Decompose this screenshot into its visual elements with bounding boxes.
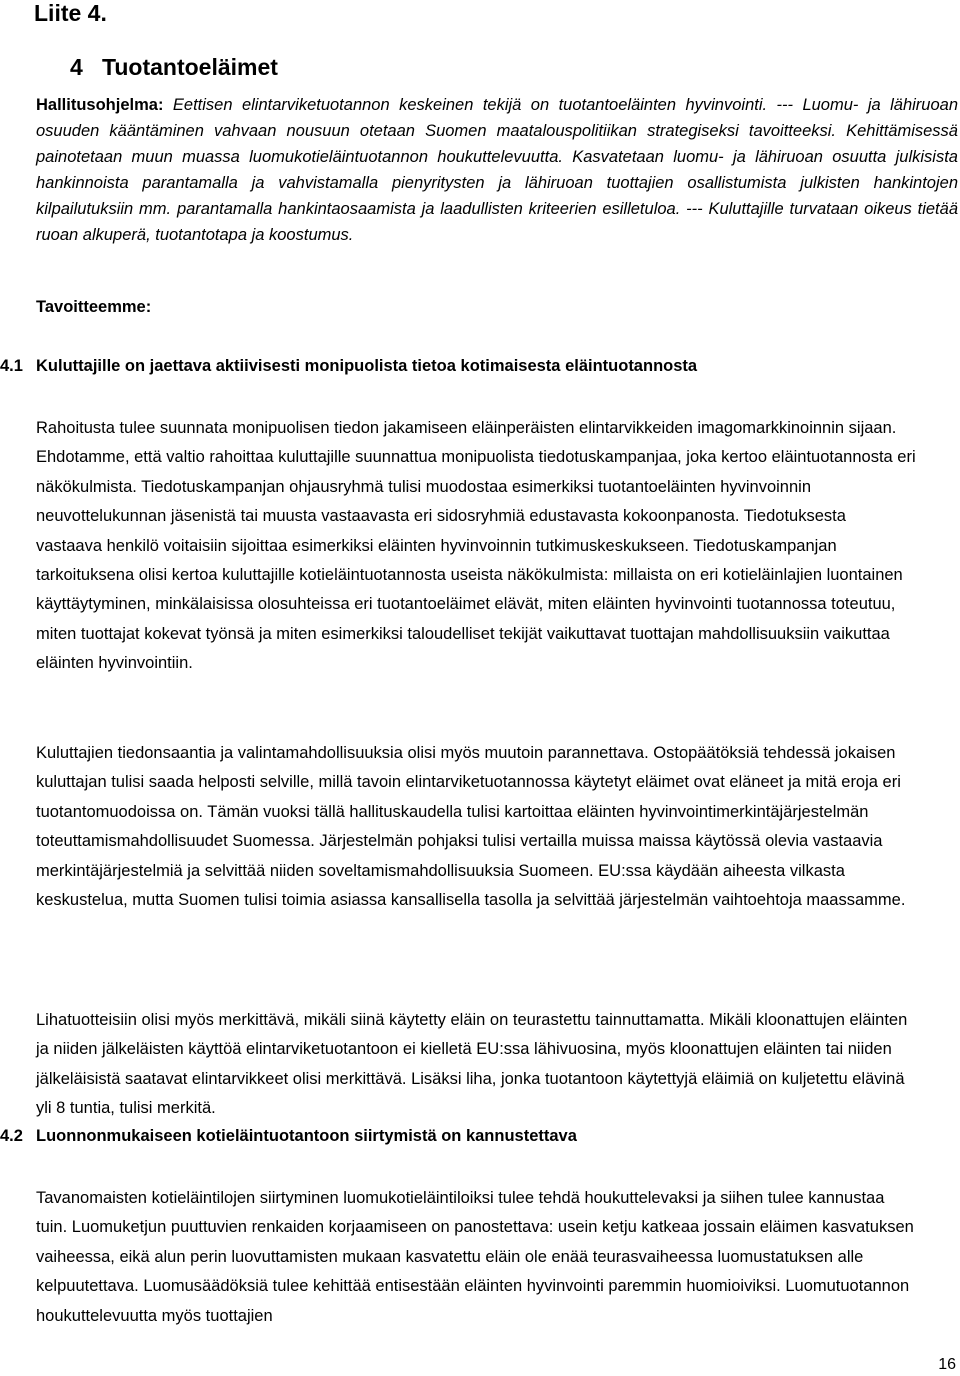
subsection-heading xyxy=(0,357,697,376)
page-header: Liite 4. xyxy=(34,0,107,26)
government-program-quote xyxy=(36,92,958,248)
paragraph: Rahoitusta tulee suunnata monipuolisen tiedon jakamiseen eläinperäisten elintarvikkeiden imagomarkkinoinnin sijaan. Ehdotamme, että valtio rahoittaa kuluttajille suunnattua monipuolista tiedotuskampanjaa, joka kertoo eläintuotannosta eri näkökulmista. Tiedotuskampanjan ohjausryhmä tulisi muodostaa esimerkiksi tuotantoeläinten hyvinvoinnin neuvottelukunnan jäsenistä tai muusta vastaavasta eri sidosryhmiä edustavasta kokoonpanosta. Tiedotuksesta vastaava henkilö voitaisiin sijoittaa esimerkiksi eläinten hyvinvoinnin tutkimuskeskukseen. Tiedotuskampanjan tarkoituksena olisi kertoa kuluttajille kotieläintuotannosta useista näkökulmista: millaista on eri kotieläinlajien luontainen käyttäytyminen, minkälaisissa olosuhteissa eri tuotantoeläimet elävät, miten eläinten hyvinvointi tuotannossa toteutuu, miten tuottajat kokevat työnsä ja miten esimerkiksi taloudelliset tekijät vaikuttavat tuottajan mahdollisuuksiin vaikuttaa eläinten hyvinvointiin. xyxy=(36,419,916,673)
section-title: Tuotantoeläimet xyxy=(102,54,278,80)
page-number: 16 xyxy=(938,1356,956,1373)
section-number: 4 xyxy=(70,54,83,80)
program-text: Eettisen elintarviketuotannon keskeinen tekijä on tuotantoeläinten hyvinvointi. --- Luomu- ja lähiruoan osuuden kääntäminen vahvaan nousuun otetaan Suomen maatalouspolitiikan strategiseksi tavoitteeksi. Kehittämisessä painotetaan muun muassa luomukotieläintuotannon houkuttelevuutta. Kasvatetaan luomu- ja lähiruoan osuutta julkisista hankinnoista parantamalla ja vahvistamalla pienyritysten ja lähiruoan tuottajien osallistumista julkisten hankintojen kilpailutuksiin mm. parantamalla hankintaosaamista ja laadullisten kriteerien esilletuloa. --- Kuluttajille turvataan oikeus tietää ruoan alkuperä, tuotantotapa ja koostumus. xyxy=(36,96,959,244)
subsection-heading xyxy=(0,1127,577,1146)
goals-heading: Tavoitteemme: xyxy=(36,298,152,316)
paragraph: Lihatuotteisiin olisi myös merkittävä, mikäli siinä käytetty eläin on teurastettu tainnuttamatta. Mikäli kloonattujen eläinten ja niiden jälkeläisten käyttöä elintarviketuotantoon ei kielletä EU:ssa lähivuosina, myös kloonattujen eläinten tai niiden jälkeläisistä saatavat elintarvikkeet olisi merkittävä. Lisäksi liha, jonka tuotantoon käytettyjä eläimiä on kuljetettu elävinä yli 8 tuntia, tulisi merkitä. xyxy=(36,1011,908,1118)
subsection-number: 4.2 xyxy=(0,1127,23,1145)
section-heading xyxy=(70,54,278,81)
subsection-title: Luonnonmukaiseen kotieläintuotantoon siirtymistä on kannustettava xyxy=(36,1127,577,1145)
program-label: Hallitusohjelma: xyxy=(36,96,164,114)
subsection-title: Kuluttajille on jaettava aktiivisesti monipuolista tietoa kotimaisesta eläintuotannosta xyxy=(36,357,698,375)
paragraph: Kuluttajien tiedonsaantia ja valintamahdollisuuksia olisi myös muutoin parannettava. Ostopäätöksiä tehdessä jokaisen kuluttajan tulisi saada helposti selville, millä tavoin elintarviketuotannossa käytetyt eläimet ovat eläneet ja mitä eroja eri tuotantomuodoissa on. Tämän vuoksi tällä hallituskaudella tulisi kartoittaa eläinten hyvinvointimerkintäjärjestelmän toteuttamismahdollisuudet Suomessa. Järjestelmän pohjaksi tulisi vertailla muissa maissa käytössä olevia vastaavia merkintäjärjestelmiä ja selvittää niiden soveltamismahdollisuuksia Suomeen. EU:ssa käydään aiheesta vilkasta keskustelua, mutta Suomen tulisi toimia asiassa kansallisella tasolla ja selvittää järjestelmän vaihtoehtoja maassamme. xyxy=(36,744,906,910)
subsection-number: 4.1 xyxy=(0,357,23,375)
paragraph: Tavanomaisten kotieläintilojen siirtyminen luomukotieläintiloiksi tulee tehdä houkuttelevaksi ja siihen tulee kannustaa tuin. Luomuketjun puuttuvien renkaiden korjaamiseen on panostettava: usein ketju katkeaa jossain eläimen kasvatuksen vaiheessa, eikä alun perin luovuttamisten mukaan kasvatettu eläin ole enää teurasvaiheessa luomustatuksen alle kelpuutettava. Luomusäädöksiä tulee kehittää entisestään eläinten hyvinvointi paremmin huomioiviksi. Luomutuotannon houkuttelevuutta myös tuottajien xyxy=(36,1189,914,1325)
